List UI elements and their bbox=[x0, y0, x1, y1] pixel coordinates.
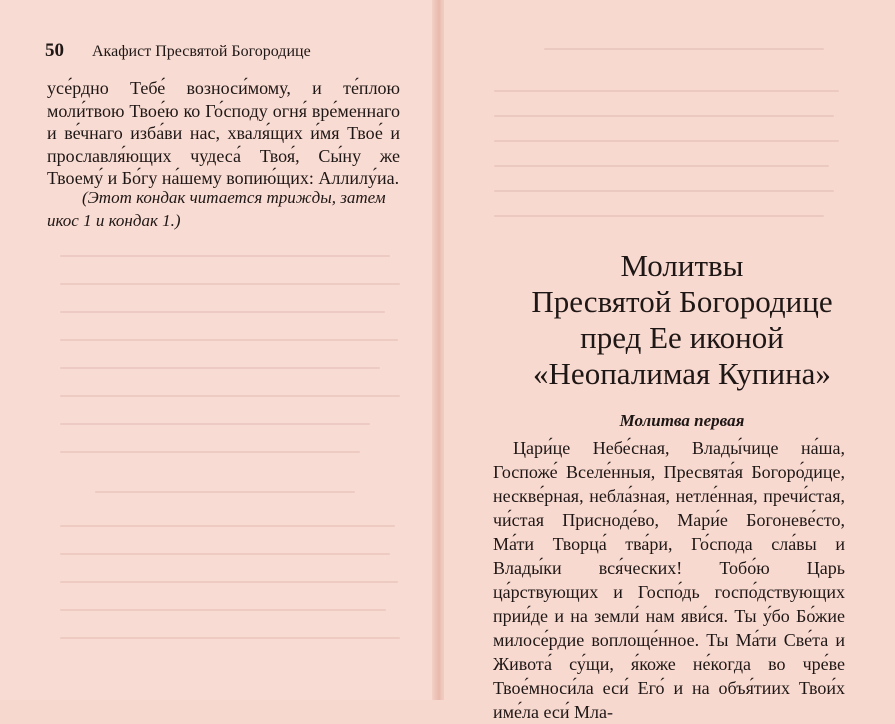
bleed-through-line bbox=[60, 339, 398, 341]
kondak-text bbox=[47, 77, 400, 190]
bleed-through-line bbox=[494, 165, 829, 167]
bleed-through-line bbox=[60, 423, 370, 425]
running-title: Акафист Пресвятой Богородице bbox=[92, 43, 311, 60]
bleed-through-line bbox=[95, 491, 355, 493]
bleed-through-line bbox=[494, 215, 824, 217]
bleed-through-line bbox=[494, 140, 839, 142]
bleed-through-line bbox=[494, 90, 839, 92]
bleed-through-line bbox=[494, 115, 834, 117]
kondak-paragraph: усе́рдно Тебе́ возноси́мому, и те́плою моли́твою Твое́ю ко Го́споду огня́ вре́меннаго и ве́чнаго изба́ви нас, хваля́щих и́мя Твое́ и прославля́ющих чудеса́ Твоя́, Сы́ну же Твоему́ и Бо́гу на́шему вопию́щих: Аллилу́иа. bbox=[47, 78, 400, 188]
left-running-head bbox=[45, 40, 405, 66]
bleed-through-line bbox=[60, 311, 385, 313]
rubric-note: (Этот кондак читается трижды, затем икос 1 и кондак 1.) bbox=[47, 188, 386, 230]
bleed-through-line bbox=[544, 48, 824, 50]
heading-line: «Неопалимая Купина» bbox=[533, 356, 831, 391]
prayer-text bbox=[493, 436, 845, 724]
bleed-through-line bbox=[60, 581, 398, 583]
right-page bbox=[444, 0, 895, 722]
bleed-through-line bbox=[60, 637, 400, 639]
left-page bbox=[0, 0, 436, 700]
bleed-through-line bbox=[494, 190, 834, 192]
bleed-through-line bbox=[60, 553, 390, 555]
bleed-through-line bbox=[60, 255, 390, 257]
heading-line: Пресвятой Богородице bbox=[531, 284, 833, 319]
prayer-paragraph: Цари́це Небе́сная, Влады́чице на́ша, Госпоже́ Вселе́нныя, Пресвята́я Богоро́дице, нескве́рная, небла́зная, нетле́нная, пречи́стая, чи́стая Присноде́во, Мари́е Богоневе́сто, Ма́ти Творца́ тва́ри, Го́спода сла́вы и Влады́ки вся́ческих! Тобо́ю Царь ца́рствующих и Госпо́дь госпо́дствующих прии́де и на земли́ нам яви́ся. Ты у́бо Бо́жие милосе́рдие воплоще́нное. Ты Ма́ти Све́та и Живота́ су́щи, я́коже не́когда во чре́ве Твое́мноси́ла еси́ Его́ и на объя́тиих Твои́х име́ла еси́ Мла- bbox=[493, 438, 845, 722]
prayer-title: Молитва первая bbox=[619, 411, 745, 430]
bleed-through-line bbox=[60, 525, 395, 527]
bleed-through-line bbox=[60, 395, 400, 397]
bleed-through-line bbox=[60, 367, 380, 369]
bleed-through-line bbox=[60, 451, 360, 453]
bleed-through-line bbox=[60, 283, 400, 285]
prayers-heading bbox=[482, 248, 882, 392]
page-number: 50 bbox=[45, 40, 64, 61]
heading-line: Молитвы bbox=[620, 248, 744, 283]
heading-line: пред Ее иконой bbox=[580, 320, 784, 355]
bleed-through-line bbox=[60, 609, 386, 611]
